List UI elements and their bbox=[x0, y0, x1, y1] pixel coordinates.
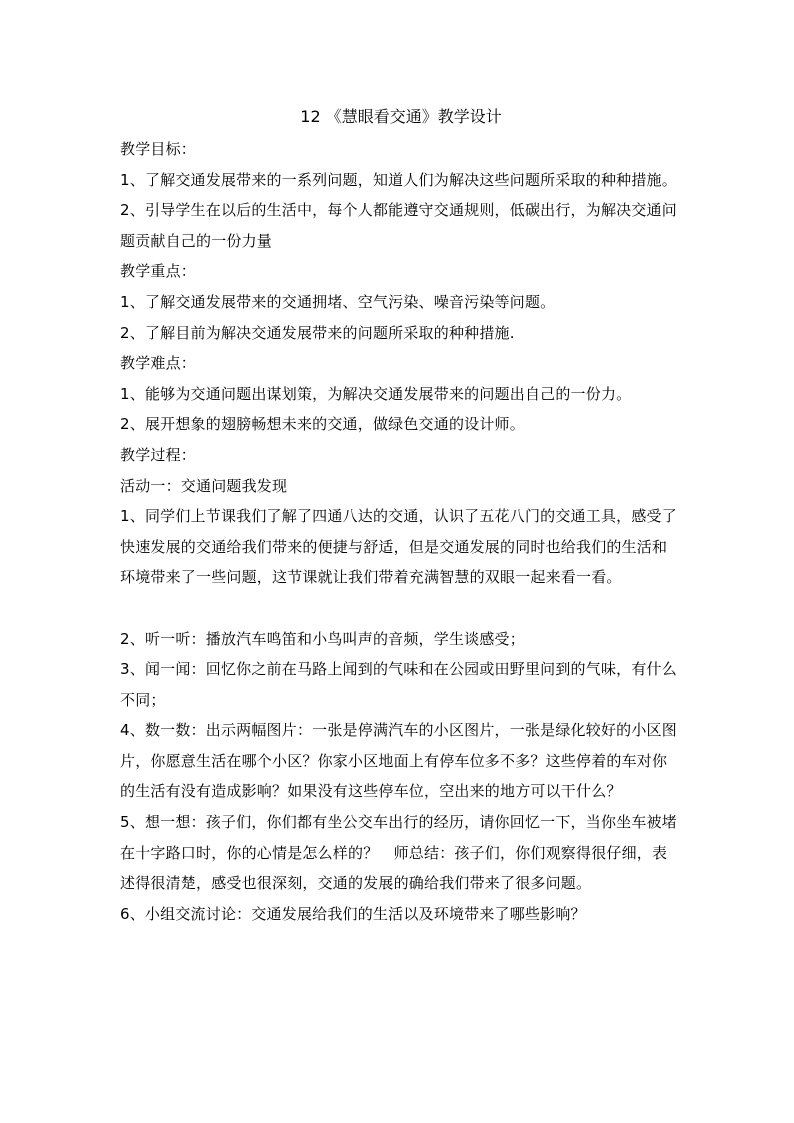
goals-heading: 教学目标： bbox=[120, 140, 197, 158]
goal-2: 2、引导学生在以后的生活中，每个人都能遵守交通规则，低碳出行，为解决交通问题贡献自己的一份力量 bbox=[120, 201, 677, 250]
step-1: 1、同学们上节课我们了解了四通八达的交通，认识了五花八门的交通工具，感受了快速发展的交通给我们带来的便捷与舒适，但是交通发展的同时也给我们的生活和环境带来了一些问题，这节课就让我们带着充满智慧的双眼一起来看一看。 bbox=[120, 507, 677, 587]
step-6: 6、小组交流讨论：交通发展给我们的生活以及环境带来了哪些影响？ bbox=[120, 904, 586, 923]
document-page bbox=[120, 104, 682, 929]
step-2: 2、听一听：播放汽车鸣笛和小鸟叫声的音频，学生谈感受； bbox=[120, 629, 525, 648]
key-1: 1、了解交通发展带来的交通拥堵、空气污染、噪音污染等问题。 bbox=[120, 292, 556, 311]
difficult-2: 2、展开想象的翅膀畅想未来的交通，做绿色交通的设计师。 bbox=[120, 415, 525, 434]
difficult-1: 1、能够为交通问题出谋划策，为解决交通发展带来的问题出自己的一份力。 bbox=[120, 384, 632, 403]
difficult-heading: 教学难点： bbox=[120, 354, 197, 373]
step-4: 4、数一数：出示两幅图片：一张是停满汽车的小区图片，一张是绿化较好的小区图片，你愿意生活在哪个小区？你家小区地面上有停车位多不多？这些停着的车对你的生活有没有造成影响？如果没有这些停车位，空出来的地方可以干什么？ bbox=[120, 721, 677, 801]
activity-1-heading: 活动一：交通问题我发现 bbox=[120, 476, 288, 495]
process-heading: 教学过程： bbox=[120, 445, 197, 464]
blank-line bbox=[120, 593, 682, 624]
step-3: 3、闻一闻：回忆你之前在马路上闻到的气味和在公园或田野里问到的气味，有什么不同； bbox=[120, 660, 677, 709]
document-title: 12 《慧眼看交通》教学设计 bbox=[300, 107, 502, 126]
key-2: 2、了解目前为解决交通发展带来的问题所采取的种种措施. bbox=[120, 323, 515, 342]
key-heading: 教学重点： bbox=[120, 262, 197, 281]
goal-1: 1、了解交通发展带来的一系列问题，知道人们为解决这些问题所采取的种种措施。 bbox=[120, 170, 677, 189]
step-5: 5、想一想：孩子们，你们都有坐公交车出行的经历，请你回忆一下，当你坐车被堵在十字路口时，你的心情是怎么样的？ 师总结：孩子们，你们观察得很仔细，表述得很清楚，感受也很深刻，交通的发展的确给我们带来了很多问题。 bbox=[120, 813, 677, 893]
